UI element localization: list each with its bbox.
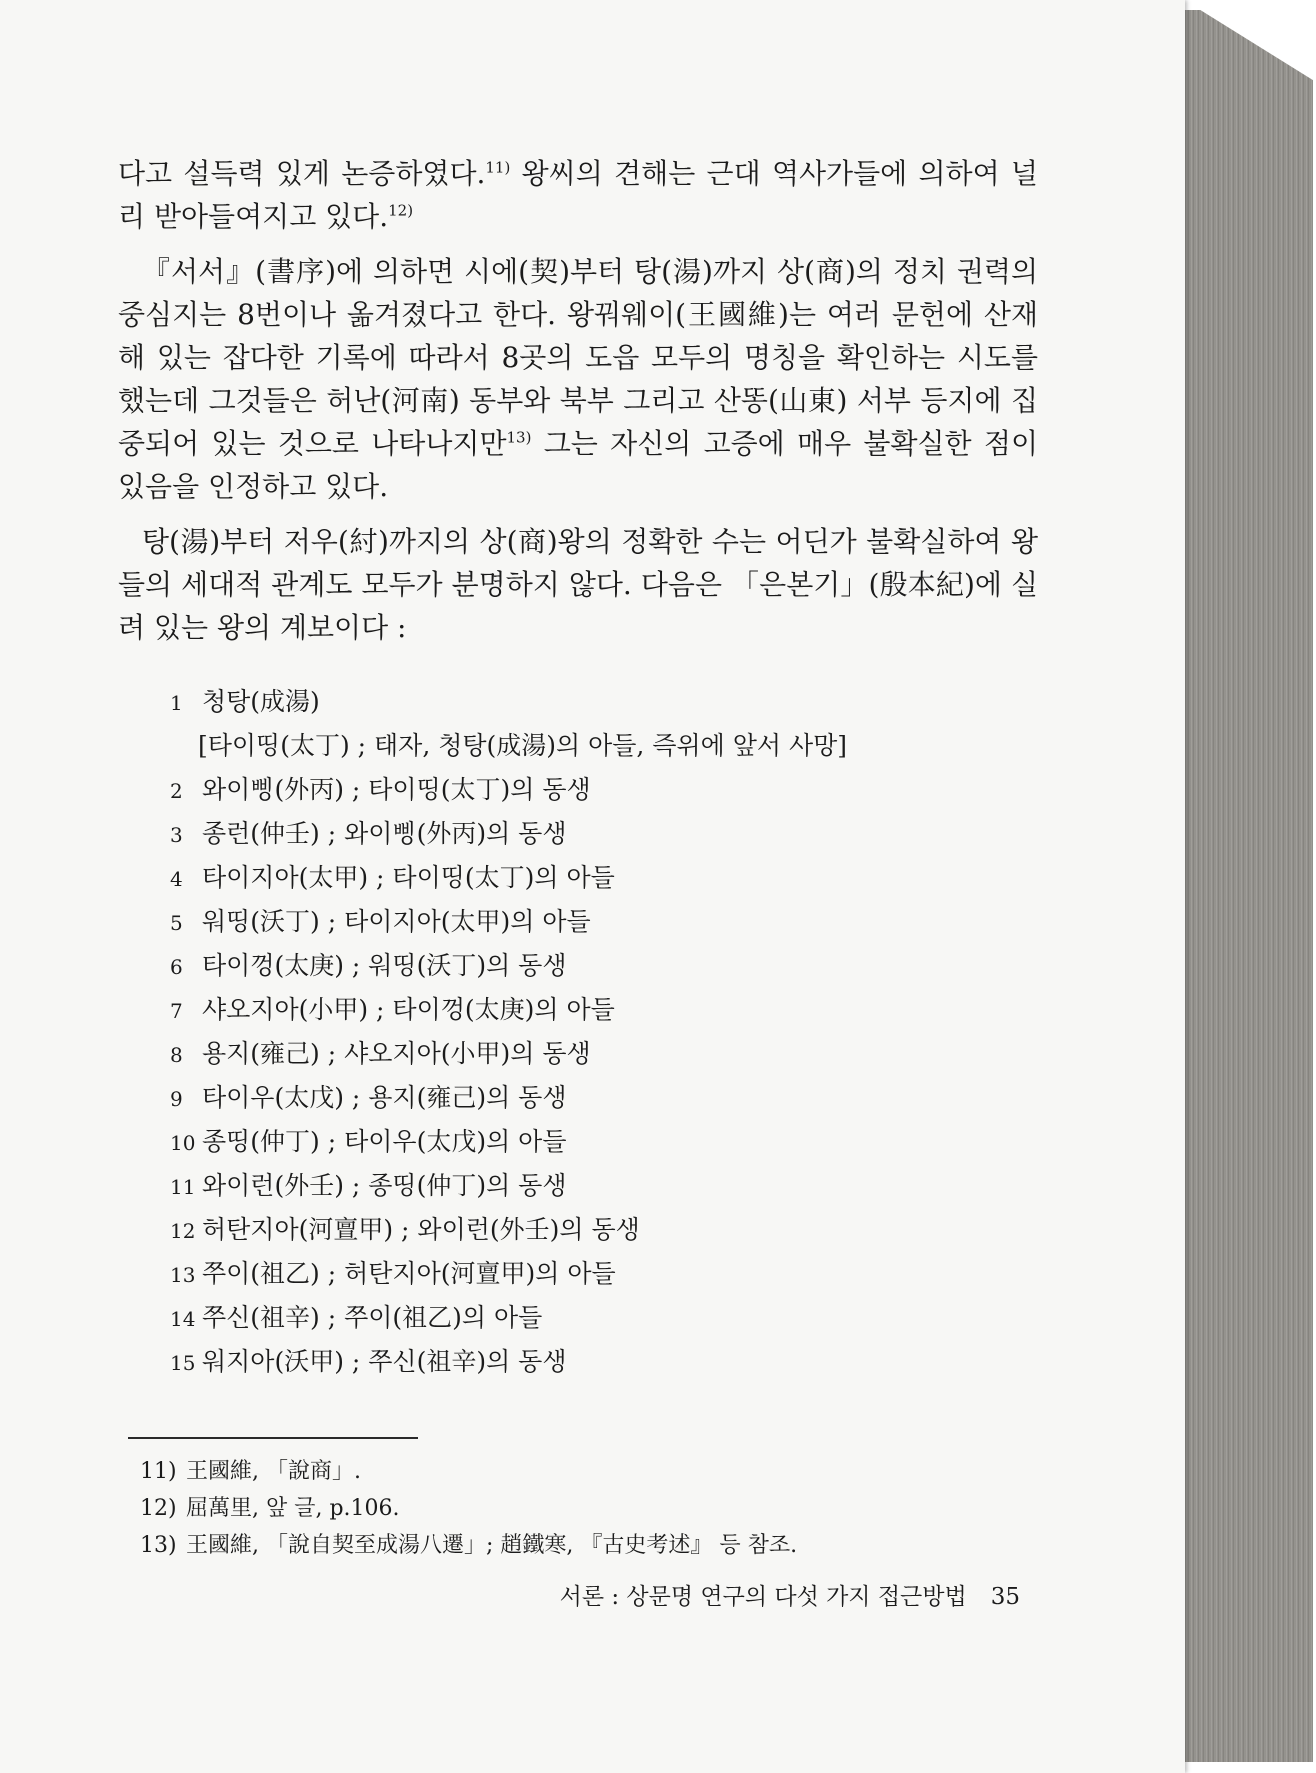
king-number: 15 [170,1351,196,1375]
king-entry-text: 워지아(沃甲) ; 쭈신(祖辛)의 동생 [202,1347,567,1376]
king-entry-text: 타이우(太戊) ; 용지(雍己)의 동생 [202,1083,567,1112]
footnote-number: 11) [140,1459,177,1484]
king-number: 3 [170,823,183,847]
footnote-item [140,1527,1040,1564]
king-list-item [170,1296,1050,1340]
running-title: 서론 : 상문명 연구의 다섯 가지 접근방법 [559,1584,967,1610]
text-run: 그는 자신의 고증에 매우 불확실한 점이 있음을 인정하고 있다. [118,427,1038,503]
king-list-item [170,1120,1050,1164]
king-entry-text: 청탕(成湯) [202,687,320,716]
king-number: 13 [170,1263,196,1287]
king-number: 14 [170,1307,196,1331]
king-list-item [170,1076,1050,1120]
king-entry-text: [타이띵(太丁) ; 태자, 청탕(成湯)의 아들, 즉위에 앞서 사망] [198,731,848,760]
king-number: 10 [170,1131,196,1155]
king-entry-text: 쭈신(祖辛) ; 쭈이(祖乙)의 아들 [202,1303,543,1332]
body-text [118,152,1038,649]
king-list-item [170,1032,1050,1076]
king-list-item [170,1340,1050,1384]
king-number: 4 [170,867,183,891]
king-number: 11 [170,1175,196,1199]
king-entry-text: 종띵(仲丁) ; 타이우(太戊)의 아들 [202,1127,567,1156]
text-run: 다고 설득력 있게 논증하였다. [118,157,486,190]
paragraph-2 [118,250,1038,508]
king-entry-text: 샤오지아(小甲) ; 타이껑(太庚)의 아들 [202,995,615,1024]
king-list-item [170,1252,1050,1296]
footnote-item [140,1490,1040,1527]
king-list-item [170,944,1050,988]
king-entry-text: 와이삥(外丙) ; 타이띵(太丁)의 동생 [202,775,591,804]
footnote-text: 王國維, 「說商」. [186,1459,361,1484]
king-list-item [170,1208,1050,1252]
page-number: 35 [990,1584,1020,1610]
footnote-ref: 11) [485,158,511,177]
king-list-note [170,724,1050,768]
paragraph-3 [118,520,1038,649]
footnote-item [140,1453,1040,1490]
footnote-number: 12) [140,1496,177,1521]
text-run: 탕(湯)부터 저우(紂)까지의 상(商)왕의 정확한 수는 어딘가 불확실하여 왕들의 세대적 관계도 모두가 분명하지 않다. 다음은 「은본기」(殷本紀)에 실려 있는 왕의 계보이다 : [118,525,1038,644]
king-number: 2 [170,779,183,803]
footnote-ref: 13) [506,428,532,447]
king-number: 8 [170,1043,183,1067]
king-entry-text: 워띵(沃丁) ; 타이지아(太甲)의 아들 [202,907,591,936]
text-run: 왕씨의 견해는 근대 역사가들에 의하여 널리 받아들여지고 있다. [118,157,1038,233]
king-list-item [170,768,1050,812]
king-number: 5 [170,911,183,935]
footnotes [140,1453,1040,1564]
king-list-item [170,988,1050,1032]
book-page-edges [1185,10,1313,1762]
king-entry-text: 용지(雍己) ; 샤오지아(小甲)의 동생 [202,1039,591,1068]
footnote-divider [128,1437,418,1439]
king-entry-text: 타이껑(太庚) ; 워띵(沃丁)의 동생 [202,951,567,980]
king-list-item [170,856,1050,900]
footnote-number: 13) [140,1533,177,1558]
king-entry-text: 타이지아(太甲) ; 타이띵(太丁)의 아들 [202,863,615,892]
footnote-ref: 12) [388,201,414,220]
paragraph-1 [118,152,1038,238]
king-entry-text: 허탄지아(河亶甲) ; 와이런(外壬)의 동생 [202,1215,640,1244]
king-genealogy-list [170,680,1050,1384]
king-list-item [170,1164,1050,1208]
king-number: 12 [170,1219,196,1243]
text-run: 『서서』(書序)에 의하면 시에(契)부터 탕(湯)까지 상(商)의 정치 권력의 중심지는 8번이나 옮겨졌다고 한다. 왕꿔웨이(王國維)는 여러 문헌에 산재해 있는 잡다한 기록에 따라서 8곳의 도읍 모두의 명칭을 확인하는 시도를 했는데 그것들은 허난(河南) 동부와 북부 그리고 산똥(山東) 서부 등지에 집중되어 있는 것으로 나타나지만 [118,255,1038,460]
king-entry-text: 종런(仲壬) ; 와이삥(外丙)의 동생 [202,819,567,848]
king-list-item [170,900,1050,944]
king-list-item [170,812,1050,856]
king-number: 9 [170,1087,183,1111]
footnote-text: 王國維, 「說自契至成湯八遷」; 趙鐵寒, 『古史考述』 등 참조. [186,1533,798,1558]
king-number: 6 [170,955,183,979]
king-number: 7 [170,999,183,1023]
footnote-text: 屈萬里, 앞 글, p.106. [186,1496,400,1521]
king-number: 1 [170,691,183,715]
king-entry-text: 와이런(外壬) ; 종띵(仲丁)의 동생 [202,1171,567,1200]
king-list-item [170,680,1050,724]
running-footer [560,1578,1020,1611]
king-entry-text: 쭈이(祖乙) ; 허탄지아(河亶甲)의 아들 [202,1259,616,1288]
